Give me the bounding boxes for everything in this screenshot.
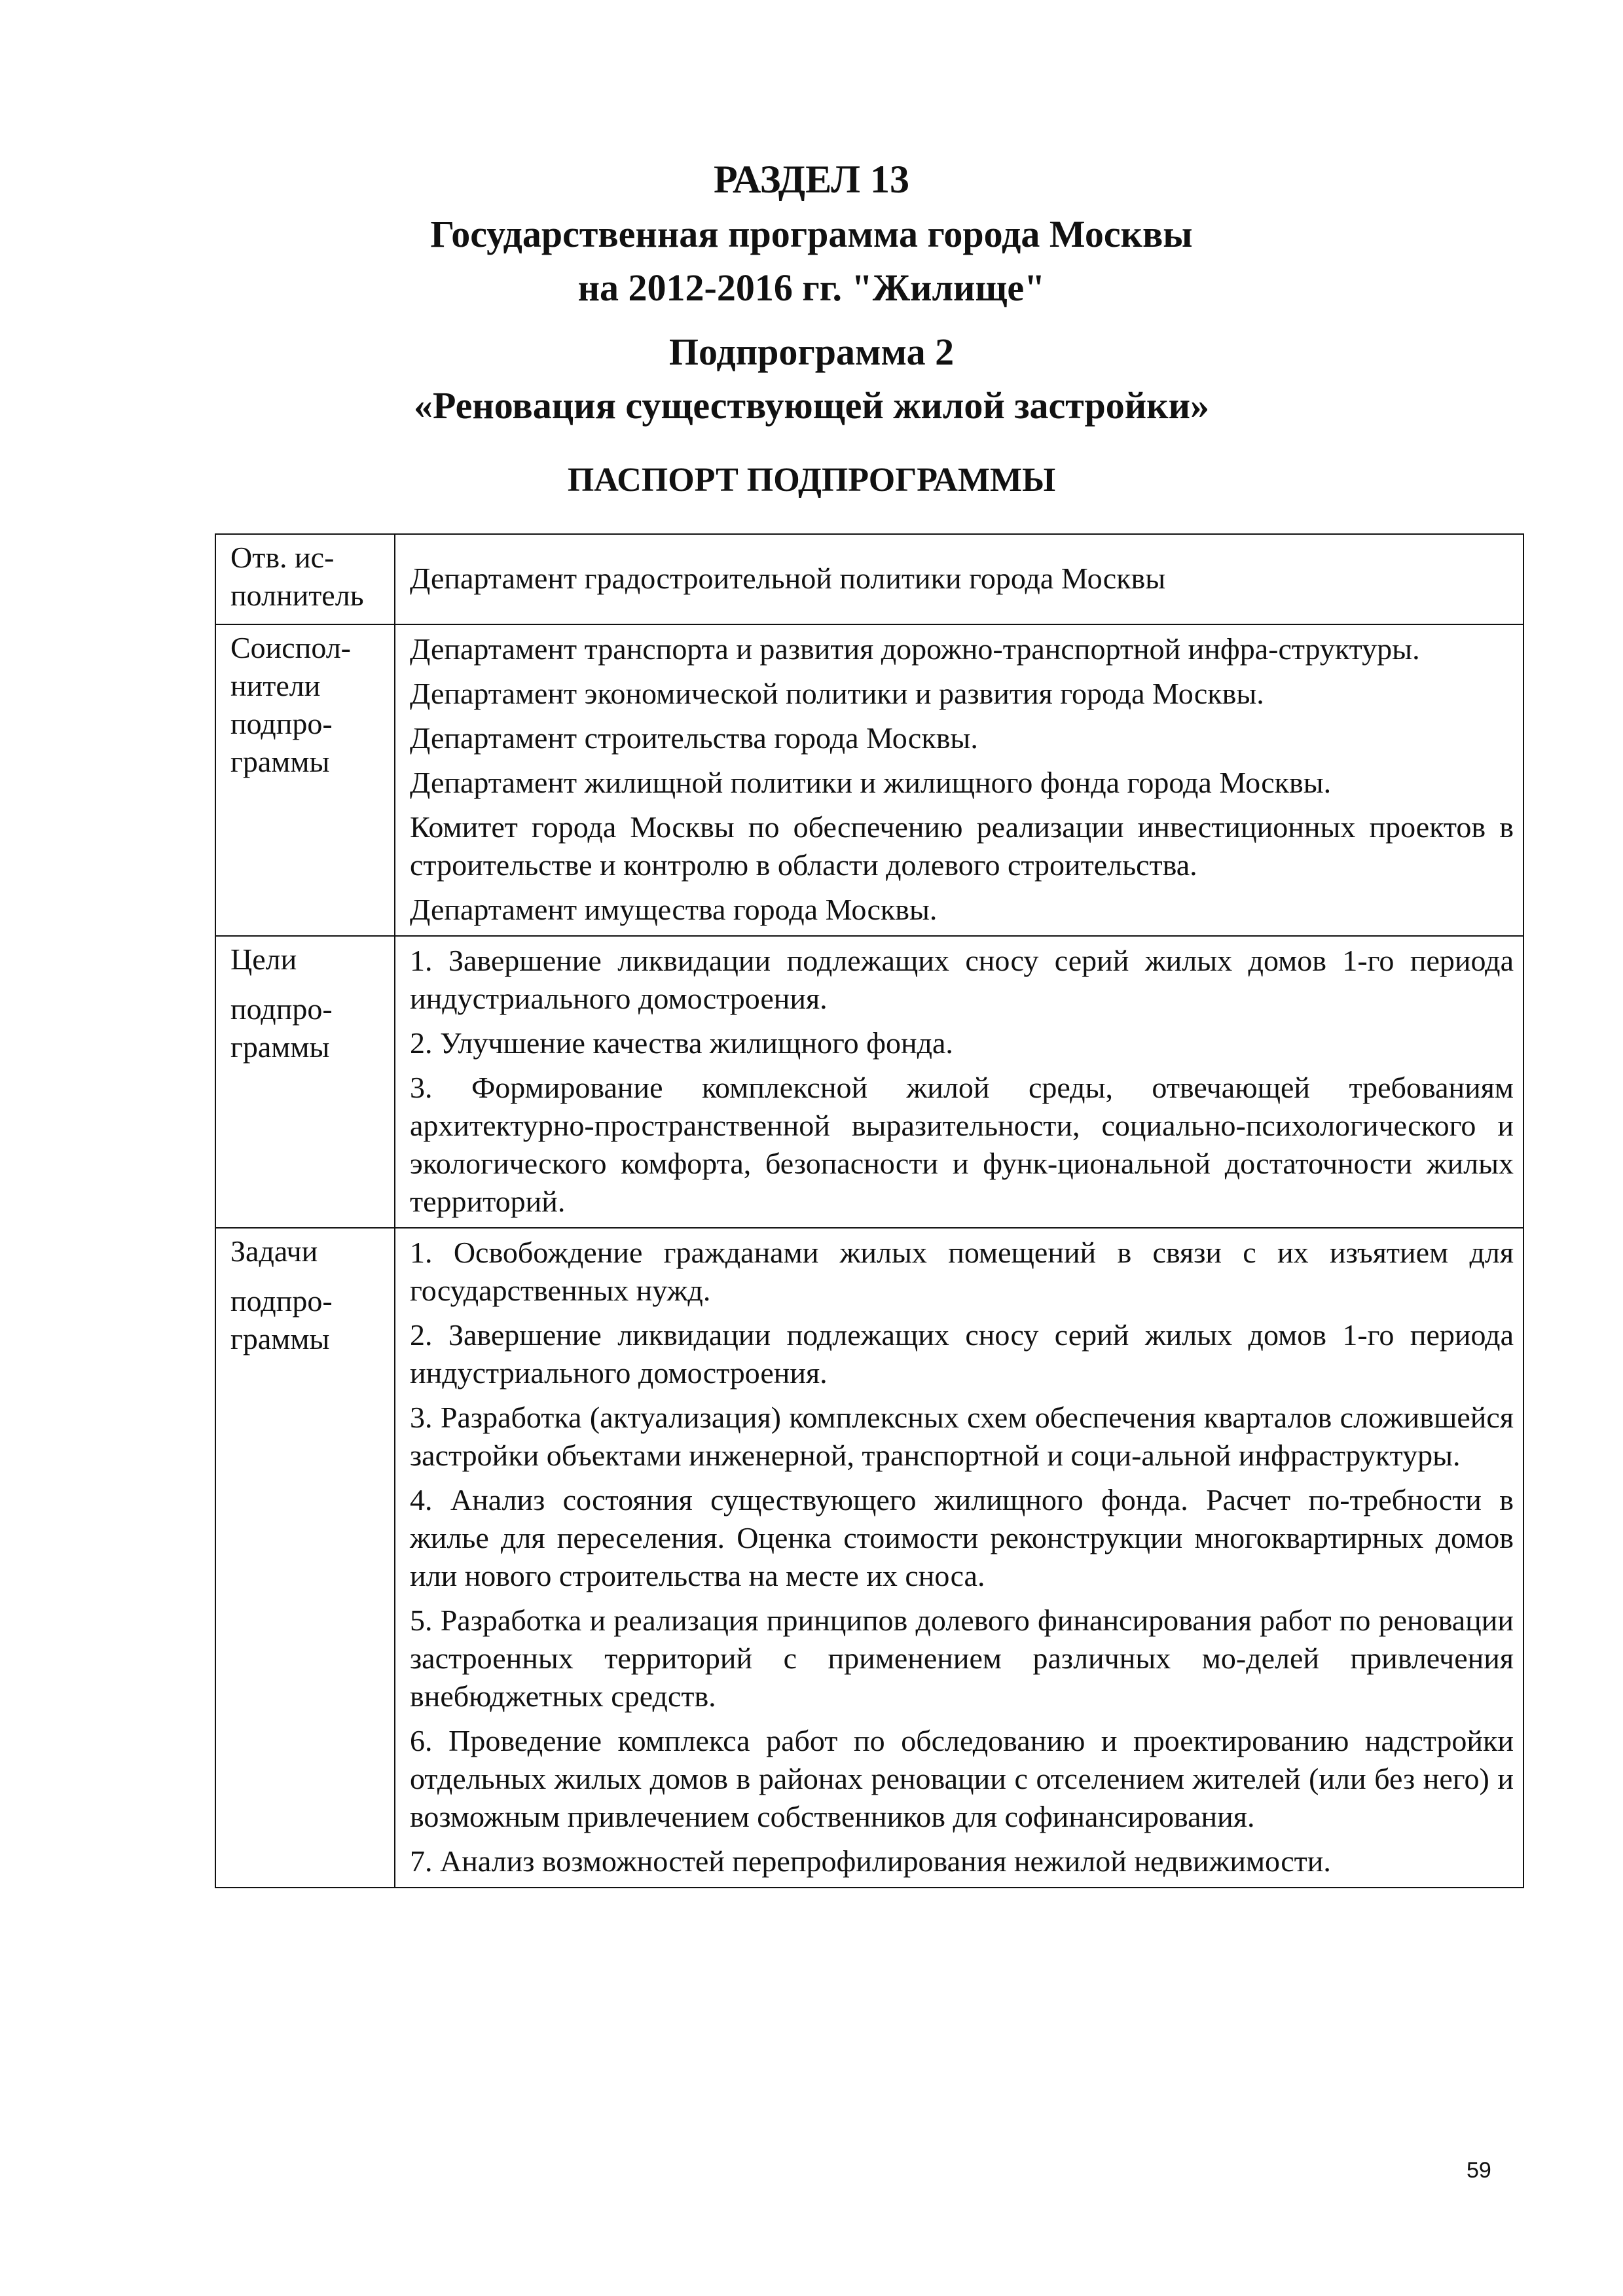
label-line: Цели	[230, 942, 297, 976]
page-number: 59	[1467, 2158, 1491, 2183]
list-item: 7. Анализ возможностей перепрофилирования нежилой недвижимости.	[410, 1844, 1331, 1878]
list-item: 4. Анализ состояния существующего жилищного фонда. Расчет по-требности в жилье для переселения. Оценка стоимости реконструкции многоквартирных домов или нового строительства на месте их сноса.	[410, 1483, 1514, 1592]
list-item: Департамент градостроительной политики города Москвы	[410, 562, 1166, 595]
list-item: 1. Освобождение гражданами жилых помещений в связи с их изъятием для государственных нужд.	[410, 1236, 1514, 1307]
label-line: Отв. ис-	[230, 541, 335, 574]
label-line: нители	[230, 669, 321, 702]
list-item: 2. Завершение ликвидации подлежащих сносу серий жилых домов 1-го периода индустриального домостроения.	[410, 1318, 1514, 1390]
list-item: 3. Разработка (актуализация) комплексных схем обеспечения кварталов сложившейся застройки объектами инженерной, транспортной и соци-альной инфраструктуры.	[410, 1401, 1514, 1472]
row-content-responsible-executor	[395, 534, 1523, 624]
subprogram-title-line-1: Подпрограмма 2	[668, 331, 955, 373]
list-item: Департамент экономической политики и развития города Москвы.	[410, 677, 1264, 710]
label-line: подпро-	[230, 992, 333, 1026]
label-line: подпро-	[230, 707, 333, 740]
label-line: подпро-	[230, 1284, 333, 1318]
list-item: 6. Проведение комплекса работ по обследованию и проектированию надстройки отдельных жилых домов в районах реновации с отселением жителей (или без него) и возможным привлечением собственников для софинансирования.	[410, 1724, 1514, 1833]
table-row-co-executors	[215, 624, 1523, 936]
list-item: Департамент жилищной политики и жилищного фонда города Москвы.	[410, 766, 1332, 799]
passport-table	[215, 533, 1524, 1888]
table-row-goals	[215, 936, 1523, 1228]
list-item: 3. Формирование комплексной жилой среды, отвечающей требованиям архитектурно-пространственной выразительности, социально-психологического и экологического комфорта, безопасности и функ-циональной достаточности жилых территорий.	[410, 1071, 1514, 1218]
row-label-tasks	[215, 1228, 395, 1888]
list-item: Департамент транспорта и развития дорожно-транспортной инфра-структуры.	[410, 632, 1420, 666]
subprogram-title-line-2: «Реновация существующей жилой застройки»	[413, 384, 1210, 427]
label-line: граммы	[230, 745, 330, 778]
list-item: Департамент имущества города Москвы.	[410, 893, 938, 926]
row-content-co-executors	[395, 624, 1523, 936]
label-line: Задачи	[230, 1234, 318, 1268]
row-content-tasks	[395, 1228, 1523, 1888]
row-label-co-executors	[215, 624, 395, 936]
label-line: граммы	[230, 1030, 330, 1064]
list-item: Комитет города Москвы по обеспечению реализации инвестиционных проектов в строительстве и контролю в области долевого строительства.	[410, 810, 1514, 882]
list-item: 2. Улучшение качества жилищного фонда.	[410, 1026, 953, 1060]
row-label-responsible-executor	[215, 534, 395, 624]
list-item: 1. Завершение ликвидации подлежащих сносу серий жилых домов 1-го периода индустриального домостроения.	[410, 944, 1514, 1015]
label-line: Соиспол-	[230, 631, 351, 664]
passport-title: ПАСПОРТ ПОДПРОГРАММЫ	[567, 461, 1056, 499]
program-title-line-2: на 2012-2016 гг. "Жилище"	[577, 266, 1046, 309]
table-row-tasks	[215, 1228, 1523, 1888]
list-item: Департамент строительства города Москвы.	[410, 721, 978, 755]
label-line: граммы	[230, 1322, 330, 1355]
label-line: полнитель	[230, 579, 364, 612]
program-title-line-1: Государственная программа города Москвы	[430, 213, 1193, 255]
row-content-goals	[395, 936, 1523, 1228]
row-label-goals	[215, 936, 395, 1228]
section-title: РАЗДЕЛ 13	[713, 158, 910, 201]
list-item: 5. Разработка и реализация принципов долевого финансирования работ по реновации застроенных территорий с применением различных мо-делей привлечения внебюджетных средств.	[410, 1604, 1514, 1713]
table-row-responsible-executor	[215, 534, 1523, 624]
